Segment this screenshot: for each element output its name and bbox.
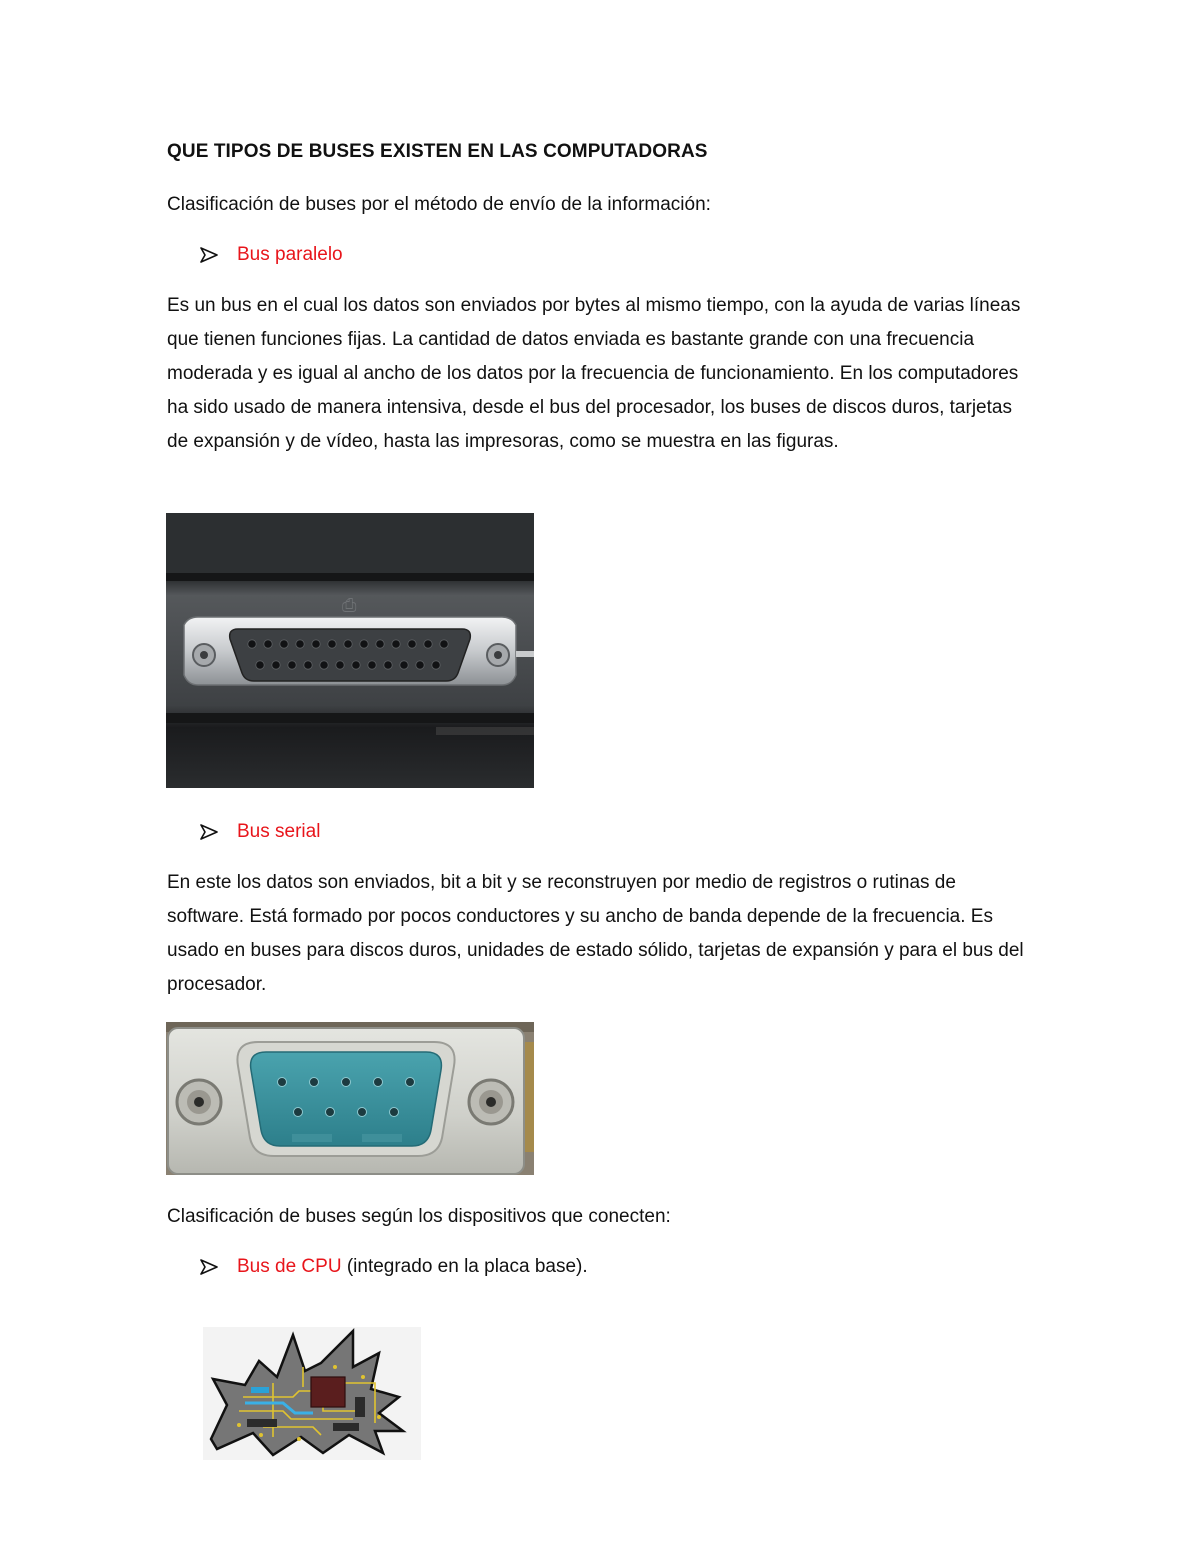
bullet-label-parallel: Bus paralelo [237, 244, 343, 265]
arrow-bullet-icon [200, 823, 218, 841]
parallel-port-image [166, 513, 534, 788]
cpu-bus-image [203, 1327, 421, 1460]
section-intro-devices: Clasificación de buses según los dispositivos que conecten: [167, 1206, 671, 1227]
parallel-description: Es un bus en el cual los datos son enviados por bytes al mismo tiempo, con la ayuda de varias líneas que tienen funciones fijas. La cantidad de datos enviada es bastante grande con una frecuencia moderada y es igual al ancho de los datos por la frecuencia de funcionamiento. En los computadores ha sido usado de manera intensiva, desde el bus del procesador, los buses de discos duros, tarjetas de expansión y de vídeo, hasta las impresoras, como se muestra en las figuras. [167, 295, 1021, 452]
bullet-label-serial: Bus serial [237, 821, 321, 842]
bullet-cpu-suffix: (integrado en la placa base). [341, 1256, 588, 1277]
svg-text:⎙: ⎙ [342, 595, 357, 616]
serial-description: En este los datos son enviados, bit a bit y se reconstruyen por medio de registros o rutinas de software. Está formado por pocos conductores y su ancho de banda depende de la frecuencia. Es usado en buses para discos duros, unidades de estado sólido, tarjetas de expansión y para el bus del procesador. [167, 872, 1024, 995]
page-title: QUE TIPOS DE BUSES EXISTEN EN LAS COMPUTADORAS [167, 141, 708, 162]
bullet-label-cpu: Bus de CPU [237, 1256, 342, 1277]
section-intro-method: Clasificación de buses por el método de envío de la información: [167, 194, 711, 215]
list-item-parallel [200, 238, 343, 272]
list-item-cpu [200, 1250, 588, 1284]
arrow-bullet-icon [200, 1258, 218, 1276]
serial-port-image [166, 1022, 534, 1175]
arrow-bullet-icon [200, 246, 218, 264]
list-item-serial [200, 815, 320, 849]
